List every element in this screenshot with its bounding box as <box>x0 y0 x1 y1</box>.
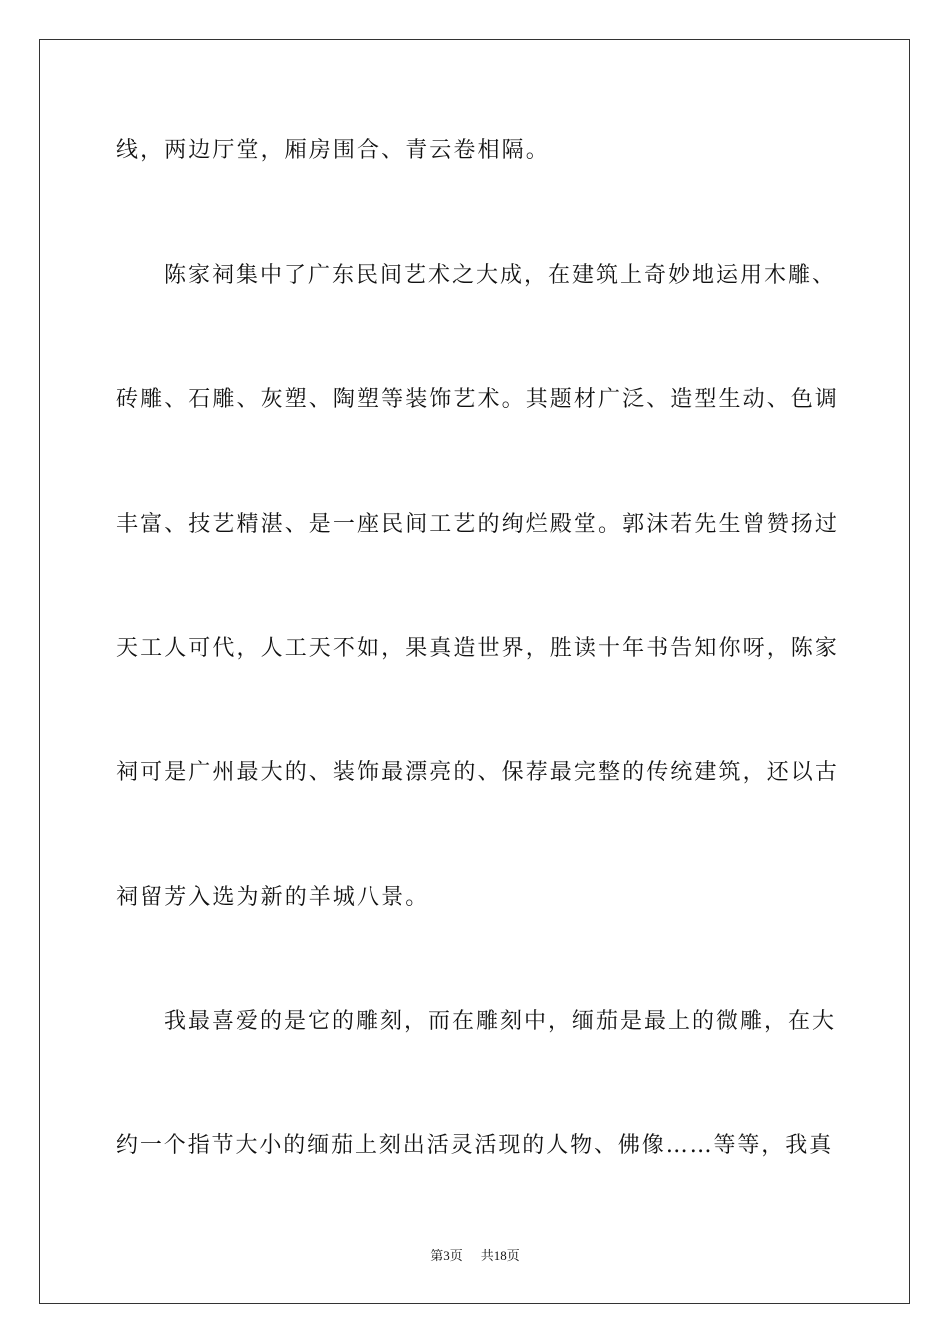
page-border <box>39 39 910 1304</box>
text-line-3: 砖雕、石雕、灰塑、陶塑等装饰艺术。其题材广泛、造型生动、色调 <box>116 387 840 412</box>
text-line-9: 约一个指节大小的缅茄上刻出活灵活现的人物、佛像……等等，我真 <box>116 1133 834 1158</box>
text-line-7: 祠留芳入选为新的羊城八景。 <box>116 885 430 910</box>
text-line-6: 祠可是广州最大的、装饰最漂亮的、保荐最完整的传统建筑，还以古 <box>116 760 840 785</box>
text-line-1: 线，两边厅堂，厢房围合、青云卷相隔。 <box>116 138 550 163</box>
page-footer <box>0 1247 950 1265</box>
page-number-current: 第3页 <box>430 1248 463 1263</box>
text-line-5: 天工人可代，人工天不如，果真造世界，胜读十年书告知你呀，陈家 <box>116 636 840 661</box>
text-line-8: 我最喜爱的是它的雕刻，而在雕刻中，缅茄是最上的微雕，在大 <box>164 1009 837 1034</box>
text-line-2: 陈家祠集中了广东民间艺术之大成，在建筑上奇妙地运用木雕、 <box>164 263 837 288</box>
page-number-total: 共18页 <box>480 1248 520 1263</box>
text-line-4: 丰富、技艺精湛、是一座民间工艺的绚烂殿堂。郭沫若先生曾赞扬过 <box>116 512 840 537</box>
